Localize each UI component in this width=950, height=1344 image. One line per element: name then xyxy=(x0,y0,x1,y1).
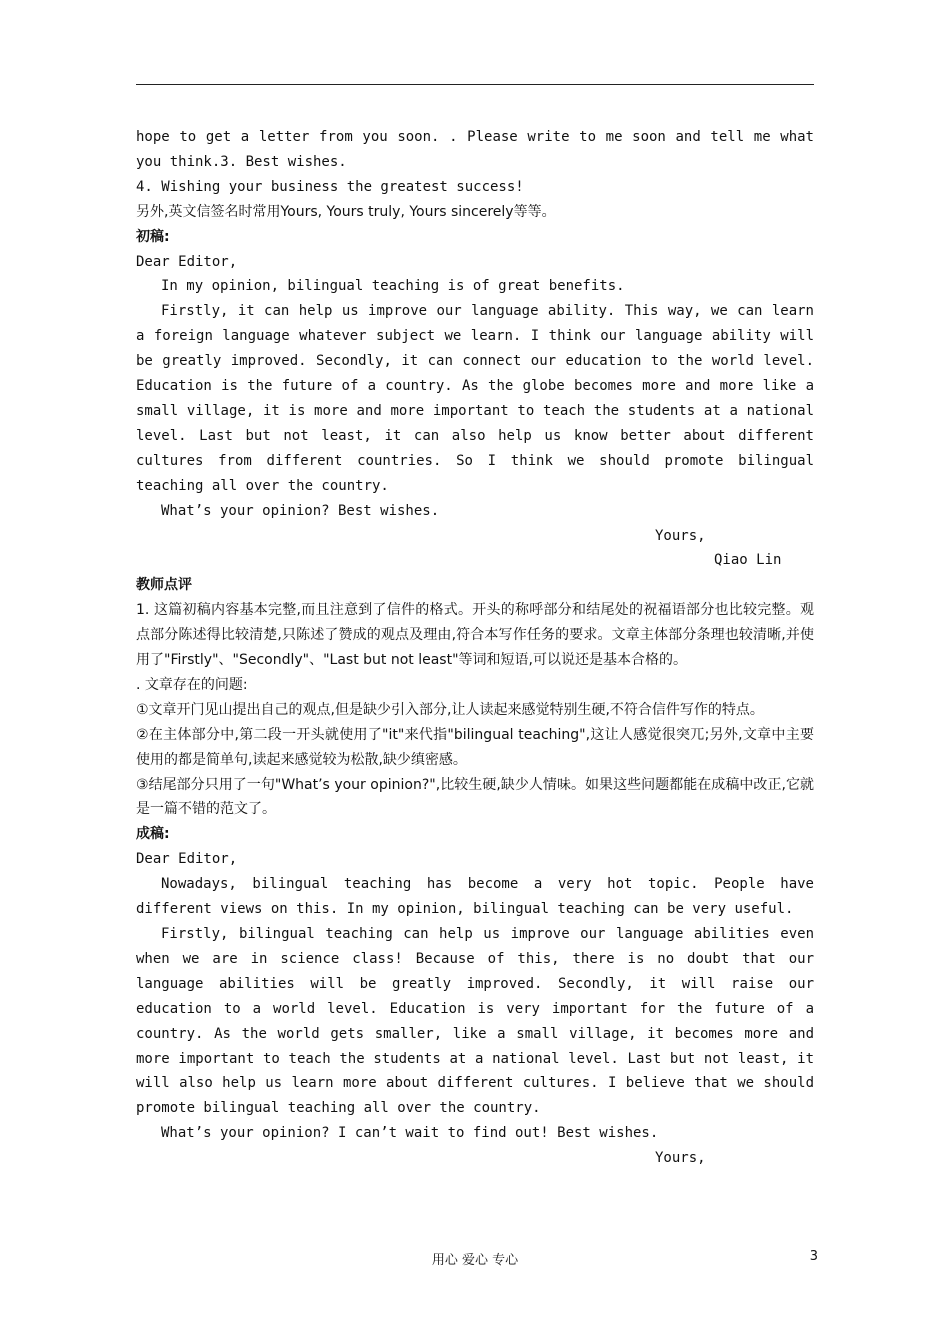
final-closing: Yours, xyxy=(655,1150,706,1167)
draft-salutation: Dear Editor, xyxy=(136,253,238,270)
intro-line-2: 4. Wishing your business the greatest success! xyxy=(136,178,524,195)
intro-line-1: hope to get a letter from you soon. . Please write to me soon and tell me what you think.3. Best wishes. xyxy=(136,129,814,170)
draft-closing: Yours, xyxy=(655,527,706,544)
draft-heading: 初稿: xyxy=(136,228,170,245)
page-content xyxy=(136,125,814,1171)
review-paragraph-1: 1. 这篇初稿内容基本完整,而且注意到了信件的格式。开头的称呼部分和结尾处的祝福语部分也比较完整。观点部分陈述得比较清楚,只陈述了赞成的观点及理由,符合本写作任务的要求。文章主体部分条理也较清晰,并使用了"Firstly"、"Secondly"、"Last but not least"等词和短语,可以说还是基本合格的。 xyxy=(136,602,814,669)
review-paragraph-2: . 文章存在的问题: xyxy=(136,676,248,693)
final-heading: 成稿: xyxy=(136,826,170,843)
review-paragraph-5: ③结尾部分只用了一句"What’s your opinion?",比较生硬,缺少人情味。如果这些问题都能在成稿中改正,它就是一篇不错的范文了。 xyxy=(136,776,814,818)
page-number: 3 xyxy=(809,1249,818,1264)
draft-paragraph-3: What’s your opinion? Best wishes. xyxy=(161,502,440,519)
final-salutation: Dear Editor, xyxy=(136,851,238,868)
review-paragraph-4: ②在主体部分中,第二段一开头就使用了"it"来代指"bilingual teaching",这让人感觉很突兀;另外,文章中主要使用的都是简单句,读起来感觉较为松散,缺少缜密感。 xyxy=(136,726,814,768)
draft-signature: Qiao Lin xyxy=(714,552,782,569)
header-rule xyxy=(136,84,814,85)
footer-motto: 用心 爱心 专心 xyxy=(431,1253,519,1268)
final-paragraph-3: What’s your opinion? I can’t wait to find out! Best wishes. xyxy=(161,1125,659,1142)
final-paragraph-1: Nowadays, bilingual teaching has become a very hot topic. People have different views on this. In my opinion, bilingual teaching can be very useful. xyxy=(136,876,814,918)
review-heading: 教师点评 xyxy=(136,577,192,594)
intro-line-3: 另外,英文信签名时常用Yours, Yours truly, Yours sincerely等等。 xyxy=(136,203,556,220)
final-paragraph-2: Firstly, bilingual teaching can help us improve our language abilities even when we are in science class! Because of this, there is no doubt that our language abilities will be greatly improved. Secondly, it will raise our education to a world level. Education is very important for the future of a country. As the world gets smaller, like a small village, it becomes more and more important to teach the students at a national level. Last but not least, it will also help us learn more about different cultures. I believe that we should promote bilingual teaching all over the country. xyxy=(136,926,814,1117)
draft-paragraph-1: In my opinion, bilingual teaching is of great benefits. xyxy=(161,278,625,295)
review-paragraph-3: ①文章开门见山提出自己的观点,但是缺少引入部分,让人读起来感觉特别生硬,不符合信件写作的特点。 xyxy=(136,701,764,718)
draft-paragraph-2: Firstly, it can help us improve our language ability. This way, we can learn a foreign language whatever subject we learn. I think our language ability will be greatly improved. Secondly, it can connect our education to the world level. Education is the future of a country. As the globe becomes more and more like a small village, it is more and more important to teach the students at a national level. Last but not least, it can also help us know better about different cultures from different countries. So I think we should promote bilingual teaching all over the country. xyxy=(136,303,814,494)
